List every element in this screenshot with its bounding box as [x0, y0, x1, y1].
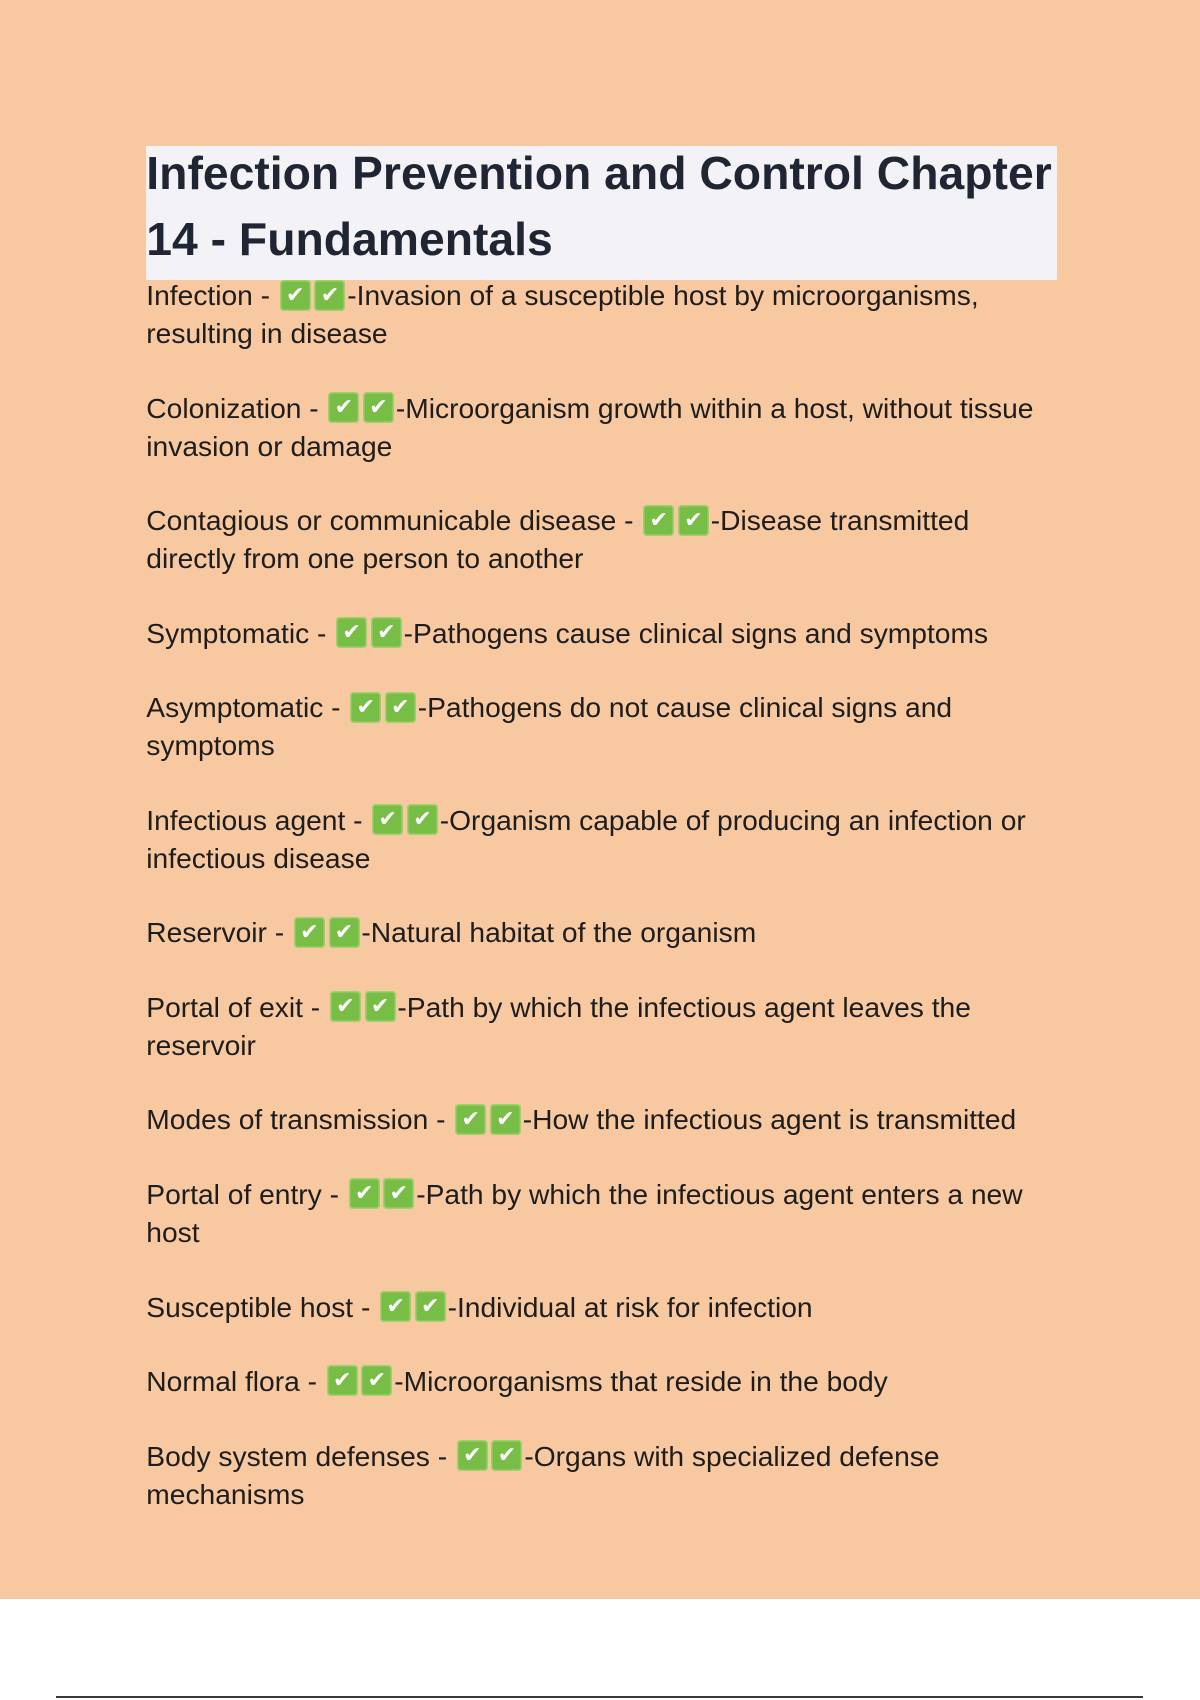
- check-mark-icon: [294, 917, 325, 948]
- term-entry: [146, 1101, 1057, 1139]
- term-definition: -Natural habitat of the organism: [361, 916, 757, 949]
- term-definition: -Microorganisms that reside in the body: [394, 1365, 888, 1398]
- term-definition: -Path by which the infectious agent leaves the reservoir: [146, 990, 971, 1061]
- term-entry: [146, 989, 1057, 1065]
- term-entry: [146, 390, 1057, 466]
- check-mark-icon: [336, 617, 367, 648]
- check-mark-icon: [490, 1104, 521, 1135]
- term-entry: [146, 277, 1057, 353]
- term-label: Modes of transmission -: [146, 1103, 454, 1136]
- term-definition: -Organs with specialized defense mechanisms: [146, 1439, 940, 1510]
- term-definition: -Individual at risk for infection: [447, 1290, 813, 1323]
- check-mark-icon: [457, 1440, 488, 1471]
- check-mark-icon: [280, 280, 311, 311]
- check-mark-icon: [314, 280, 345, 311]
- check-mark-icon: [455, 1104, 486, 1135]
- term-definition: -Pathogens cause clinical signs and symptoms: [403, 616, 989, 649]
- term-definition: -How the infectious agent is transmitted: [522, 1103, 1017, 1136]
- term-entry: [146, 914, 1057, 952]
- term-label: Colonization -: [146, 391, 327, 424]
- term-label: Susceptible host -: [146, 1290, 379, 1323]
- check-mark-icon: [372, 804, 403, 835]
- check-mark-icon: [491, 1440, 522, 1471]
- term-label: Portal of entry -: [146, 1178, 347, 1211]
- check-mark-icon: [383, 1178, 414, 1209]
- term-entry: [146, 1438, 1057, 1514]
- check-mark-icon: [350, 692, 381, 723]
- term-label: Asymptomatic -: [146, 691, 349, 724]
- term-entry: [146, 689, 1057, 765]
- check-mark-icon: [327, 1365, 358, 1396]
- term-label: Portal of exit -: [146, 990, 329, 1023]
- term-label: Body system defenses -: [146, 1439, 455, 1472]
- check-mark-icon: [328, 392, 359, 423]
- term-entry: [146, 1289, 1057, 1327]
- check-mark-icon: [678, 505, 709, 536]
- term-label: Infection -: [146, 279, 278, 312]
- term-entry: [146, 802, 1057, 878]
- check-mark-icon: [349, 1178, 380, 1209]
- check-mark-icon: [415, 1291, 446, 1322]
- check-mark-icon: [643, 505, 674, 536]
- term-entry: [146, 1176, 1057, 1252]
- term-definition: -Disease transmitted directly from one person to another: [146, 504, 970, 575]
- check-mark-icon: [380, 1291, 411, 1322]
- term-entry: [146, 502, 1057, 578]
- document-title: Infection Prevention and Control Chapter 14 - Fundamentals: [146, 147, 1052, 266]
- check-mark-icon: [363, 392, 394, 423]
- term-label: Symptomatic -: [146, 616, 335, 649]
- term-definition: -Microorganism growth within a host, without tissue invasion or damage: [146, 391, 1034, 462]
- term-entry: [146, 1363, 1057, 1401]
- term-definition: -Organism capable of producing an infection or infectious disease: [146, 803, 1026, 874]
- term-label: Reservoir -: [146, 916, 292, 949]
- footer-rule: [56, 1696, 1143, 1698]
- check-mark-icon: [371, 617, 402, 648]
- check-mark-icon: [361, 1365, 392, 1396]
- term-definition: -Path by which the infectious agent enters a new host: [146, 1178, 1023, 1248]
- term-definition: -Pathogens do not cause clinical signs and symptoms: [146, 691, 953, 762]
- check-mark-icon: [329, 917, 360, 948]
- check-mark-icon: [407, 804, 438, 835]
- check-mark-icon: [385, 692, 416, 723]
- term-entry: [146, 615, 1057, 653]
- term-label: Normal flora -: [146, 1365, 325, 1398]
- check-mark-icon: [365, 991, 396, 1022]
- term-label: Contagious or communicable disease -: [146, 504, 642, 537]
- term-list: [146, 277, 1057, 1513]
- term-definition: -Invasion of a susceptible host by microorganisms, resulting in disease: [146, 279, 979, 350]
- check-mark-icon: [330, 991, 361, 1022]
- term-label: Infectious agent -: [146, 803, 371, 836]
